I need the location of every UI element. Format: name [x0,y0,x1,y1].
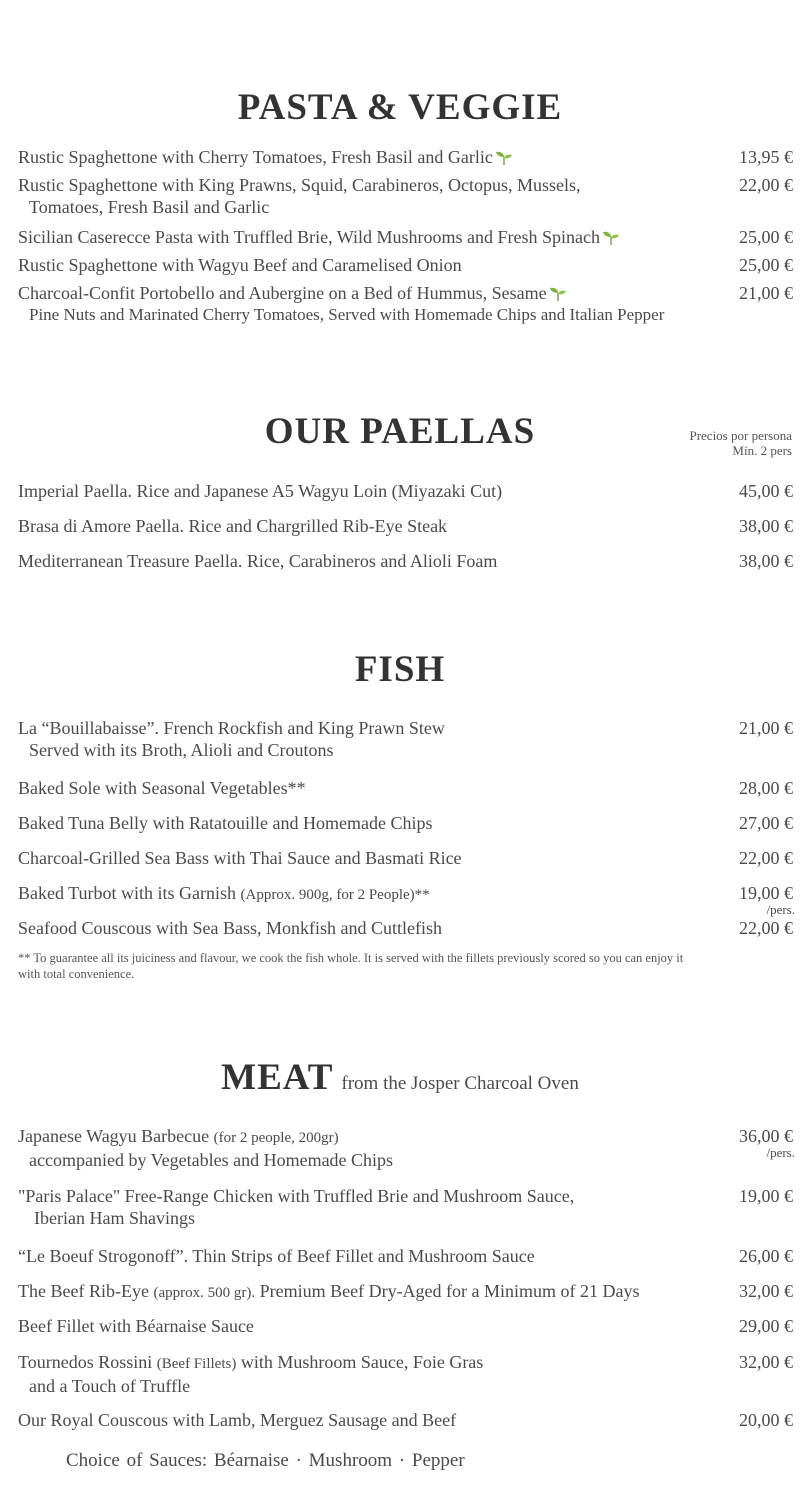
item-name: Sicilian Caserecce Pasta with Truffled Brie, Wild Mushrooms and Fresh Spinach [18,227,601,247]
menu-item [18,717,793,761]
item-price: 22,00 € [739,848,793,868]
item-price: 36,00 € [739,1126,793,1146]
menu-item [18,1185,793,1229]
menu-item [18,550,793,572]
sprout-icon [549,285,567,301]
item-name: Japanese Wagyu Barbecue [18,1126,210,1146]
item-portion: (Beef Fillets) [156,1356,237,1372]
item-name-rest: with Mushroom Sauce, Foie Gras [240,1352,484,1372]
item-name: "Paris Palace" Free-Range Chicken with Truffled Brie and Mushroom Sauce, [18,1186,575,1206]
sauce-options: Choice of Sauces: Béarnaise · Mushroom · Pepper [66,1450,465,1471]
item-name: Charcoal-Confit Portobello and Aubergine on a Bed of Hummus, Sesame [18,283,547,303]
item-name: Rustic Spaghettone with King Prawns, Squid, Carabineros, Octopus, Mussels, [18,175,581,195]
item-description: Tomatoes, Fresh Basil and Garlic [29,197,270,217]
per-person-label: /pers. [766,1145,795,1160]
item-name: Baked Tuna Belly with Ratatouille and Homemade Chips [18,813,433,833]
item-price: 22,00 € [739,918,793,938]
menu-item [18,1125,793,1171]
menu-item [18,480,793,502]
item-name: Charcoal-Grilled Sea Bass with Thai Sauce and Basmati Rice [18,848,462,868]
item-portion: (approx. 500 gr). [153,1285,256,1301]
item-price: 25,00 € [739,255,793,275]
meat-title: MEAT [221,1057,334,1098]
item-price: 19,00 € [739,1186,793,1206]
menu-item [18,1409,793,1431]
item-portion: (for 2 people, 200gr) [213,1130,339,1146]
item-description: accompanied by Vegetables and Homemade Chips [29,1150,394,1170]
item-price: 29,00 € [739,1316,793,1336]
item-name: Rustic Spaghettone with Wagyu Beef and Caramelised Onion [18,255,462,275]
price-note-line: Mín. 2 pers [732,443,792,458]
item-description: and a Touch of Truffle [29,1376,191,1396]
item-price: 38,00 € [739,516,793,536]
item-description: Iberian Ham Shavings [34,1208,195,1228]
item-price: 27,00 € [739,813,793,833]
item-name: The Beef Rib-Eye [18,1281,149,1301]
item-name-rest: Premium Beef Dry-Aged for a Minimum of 21 Days [259,1281,640,1301]
item-price: 32,00 € [739,1352,793,1372]
menu-item [18,882,795,917]
item-portion: (Approx. 900g, for 2 People)** [240,887,430,903]
item-price: 22,00 € [739,175,793,195]
item-price: 20,00 € [739,1410,793,1430]
item-description: Pine Nuts and Marinated Cherry Tomatoes, Served with Homemade Chips and Italian Pepper [29,305,665,324]
menu-item [18,254,793,276]
item-price: 45,00 € [739,481,793,501]
paellas-section-title: OUR PAELLAS [264,411,536,452]
item-price: 19,00 € [739,883,793,903]
menu-item [18,226,793,248]
item-name: Baked Sole with Seasonal Vegetables** [18,778,306,798]
fish-section-title: FISH [354,649,446,690]
item-name: La “Bouillabaisse”. French Rockfish and King Prawn Stew [18,718,445,738]
per-person-label: /pers. [766,902,795,917]
price-note [689,428,792,458]
item-name: Our Royal Couscous with Lamb, Merguez Sausage and Beef [18,1410,457,1430]
fish-footnote: ** To guarantee all its juiciness and flavour, we cook the fish whole. It is served with the fillets previously scored so you can enjoy it with total convenience. [18,951,684,981]
item-name: Mediterranean Treasure Paella. Rice, Carabineros and Alioli Foam [18,551,498,571]
item-name: “Le Boeuf Strogonoff”. Thin Strips of Beef Fillet and Mushroom Sauce [18,1246,535,1266]
menu-item [18,282,793,326]
item-price: 21,00 € [739,283,793,303]
item-name: Tournedos Rossini [18,1352,153,1372]
item-name: Imperial Paella. Rice and Japanese A5 Wagyu Loin (Miyazaki Cut) [18,481,503,501]
menu-item [18,515,793,537]
item-price: 13,95 € [739,147,793,167]
item-name: Seafood Couscous with Sea Bass, Monkfish and Cuttlefish [18,918,442,938]
item-price: 38,00 € [739,551,793,571]
menu-item [18,1280,793,1304]
item-price: 26,00 € [739,1246,793,1266]
item-name: Baked Turbot with its Garnish [18,883,237,903]
pasta-section-title: PASTA & VEGGIE [237,87,563,128]
sprout-icon [602,229,620,245]
meat-subtitle: from the Josper Charcoal Oven [341,1073,579,1094]
menu-item [18,174,793,218]
sprout-icon [495,149,513,165]
menu-item [18,777,793,799]
item-price: 28,00 € [739,778,793,798]
menu-item [18,847,793,869]
item-name: Beef Fillet with Béarnaise Sauce [18,1316,254,1336]
menu-item [18,812,793,834]
price-note-line: Precios por persona [689,428,792,443]
menu-item [18,1351,793,1397]
item-price: 21,00 € [739,718,793,738]
menu-item [18,146,793,168]
menu-item [18,1315,793,1337]
menu-item [18,917,793,939]
item-name: Brasa di Amore Paella. Rice and Chargrilled Rib-Eye Steak [18,516,448,536]
item-price: 25,00 € [739,227,793,247]
meat-section-title [0,1058,800,1104]
menu-item [18,1245,793,1267]
item-price: 32,00 € [739,1281,793,1301]
item-name: Rustic Spaghettone with Cherry Tomatoes, Fresh Basil and Garlic [18,147,493,167]
item-description: Served with its Broth, Alioli and Croutons [29,740,334,760]
